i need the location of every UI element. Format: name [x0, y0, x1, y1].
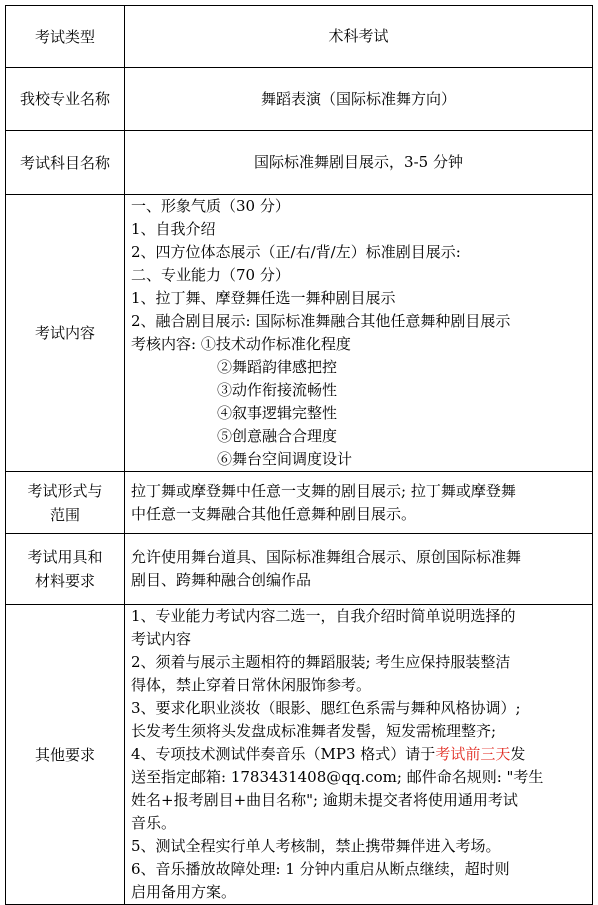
content-line: ④叙事逻辑完整性	[217, 404, 338, 422]
other-line: 送至指定邮箱: 1783431408@qq.com; 邮件命名规则: "考生	[131, 768, 544, 786]
other-line: 考试内容	[131, 630, 192, 648]
content-line: ③动作衔接流畅性	[217, 381, 338, 399]
label-subject-name: 考试科目名称	[6, 131, 125, 195]
other-line: 音乐。	[131, 814, 177, 832]
content-line: ⑤创意融合合理度	[217, 427, 338, 445]
content-line: 1、拉丁舞、摩登舞任选一舞种剧目展示	[131, 289, 396, 307]
value-exam-type: 术科考试	[125, 6, 593, 68]
row-exam-content	[6, 195, 593, 472]
format-line: 拉丁舞或摩登舞中任意一支舞的剧目展示; 拉丁舞或摩登舞	[131, 481, 516, 500]
other-line: 长发考生须将头发盘成标准舞者发髻，短发需梳理整齐;	[131, 722, 497, 740]
value-exam-format	[125, 472, 593, 534]
other-line: 5、测试全程实行单人考核制，禁止携带舞伴进入考场。	[131, 837, 501, 855]
other-line: 6、音乐播放故障处理: 1 分钟内重启从断点继续，超时则	[131, 860, 510, 878]
other-line: 2、须着与展示主题相符的舞蹈服装; 考生应保持服装整洁	[131, 653, 511, 671]
value-exam-content	[125, 195, 593, 472]
label-exam-content: 考试内容	[6, 195, 125, 472]
content-line: 二、专业能力（70 分）	[131, 266, 290, 284]
value-major-name: 舞蹈表演（国际标准舞方向）	[125, 68, 593, 131]
label-line: 范围	[49, 505, 80, 524]
other-line: 启用备用方案。	[131, 883, 237, 901]
music-line-tail: 发	[510, 745, 526, 763]
other-line: 得体，禁止穿着日常休闲服饰参考。	[131, 676, 372, 694]
exam-requirements-table	[5, 5, 593, 905]
label-other-requirements: 其他要求	[6, 605, 125, 905]
row-exam-type	[6, 6, 593, 68]
row-major-name	[6, 68, 593, 131]
content-line: 1、自我介绍	[131, 220, 216, 238]
label-line: 考试用具和	[27, 548, 103, 566]
other-line: 姓名+报考剧目+曲目名称"; 逾期未提交者将使用通用考试	[131, 791, 518, 809]
content-line: ⑥舞台空间调度设计	[217, 450, 353, 468]
content-line: 一、形象气质（30 分）	[131, 197, 290, 215]
content-line: ②舞蹈韵律感把控	[217, 358, 338, 376]
format-line: 中任意一支舞融合其他任意舞种剧目展示。	[131, 504, 417, 523]
materials-line: 剧目、跨舞种融合创编作品	[131, 571, 312, 589]
other-line: 3、要求化职业淡妆（眼影、腮红色系需与舞种风格协调）;	[131, 699, 521, 717]
content-line: 考核内容: ①技术动作标准化程度	[131, 335, 351, 353]
content-line: 2、融合剧目展示: 国际标准舞融合其他任意舞种剧目展示	[131, 312, 511, 330]
row-exam-format	[6, 472, 593, 534]
row-subject-name	[6, 131, 593, 195]
label-exam-format	[6, 472, 125, 534]
row-exam-materials	[6, 534, 593, 605]
value-other-requirements	[125, 605, 593, 905]
music-line-text: 4、专项技术测试伴奏音乐（MP3 格式）请于	[131, 745, 436, 763]
materials-line: 允许使用舞台道具、国际标准舞组合展示、原创国际标准舞	[131, 548, 522, 566]
music-deadline-line	[131, 743, 586, 766]
content-line: 2、四方位体态展示（正/右/背/左）标准剧目展示:	[131, 243, 461, 261]
value-exam-materials	[125, 534, 593, 605]
label-line: 材料要求	[34, 572, 95, 590]
other-line: 1、专业能力考试内容二选一，自我介绍时简单说明选择的	[131, 607, 516, 625]
label-line: 考试形式与	[27, 481, 103, 500]
label-exam-materials	[6, 534, 125, 605]
deadline-highlight: 考试前三天	[435, 745, 511, 763]
label-exam-type: 考试类型	[6, 6, 125, 68]
row-other-requirements	[6, 605, 593, 905]
label-major-name: 我校专业名称	[6, 68, 125, 131]
value-subject-name: 国际标准舞剧目展示，3-5 分钟	[125, 131, 593, 195]
